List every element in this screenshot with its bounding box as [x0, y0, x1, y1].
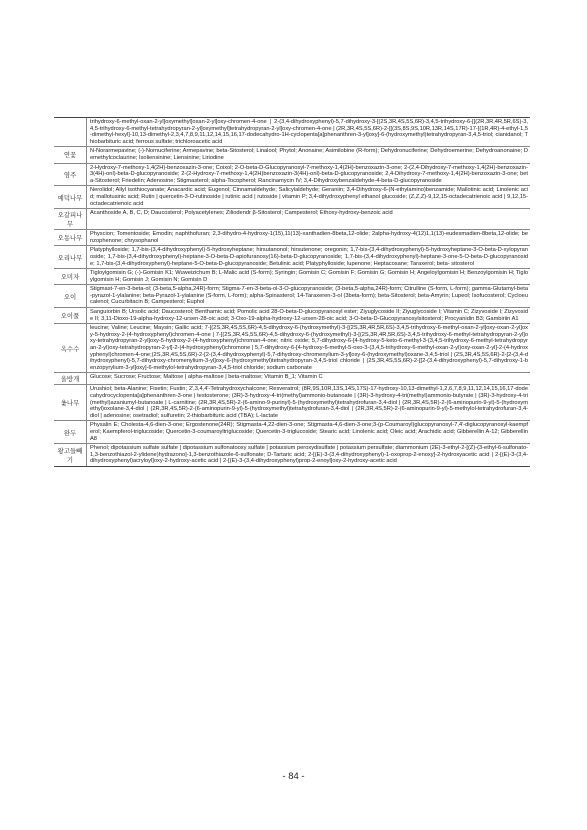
- compound-list: N-Norarmepavine; (-)-Nornuciferine; Armepavine; beta-Sitosterol; Linalool; Phytol; Anonaine; Asimilobine (R-form); Dehydronuciferine; Dehydroemerine; Dehydroanonaine; Demethylcoclaurine; Isoliensinine; Liensinine; Liriodine: [86, 147, 530, 162]
- plant-name: [54, 118, 86, 146]
- table-row: [54, 324, 530, 373]
- page-number: - 84 -: [282, 771, 305, 782]
- plant-name: 예덕나무: [57, 193, 83, 202]
- table-row: [54, 444, 530, 466]
- table-row: [54, 209, 530, 230]
- compound-list: Stigmast-7-en-3-beta-ol; (3-beta,5-alpha,24R)-form; Stigma-7-en-3-beta-ol-3-O-glucopyranoside; (3-beta,5-alpha,24R)-form; Citrulline (S-form, L-form); gamma-Glutamyl-beta-pyrazol-1-ylalanine; beta-Pyrazol-1-ylalanine (S-form, L-form); alpha-Spinasterol; 14-Taraxeren-3-ol (3beta-form); beta-Sitosterol; beta-Amyrin; Lupeol; Isofucosterol; Cycloeucalenol; Cucurbitacin B; Campesterol; Euphol: [86, 285, 530, 307]
- plant-name: 오동나무: [57, 234, 83, 243]
- table-row: [54, 373, 530, 385]
- table-row: [54, 164, 530, 187]
- plant-name: 오리나무: [57, 253, 83, 262]
- table-row: [54, 230, 530, 246]
- plant-name: 오미자: [60, 273, 80, 282]
- table-row: [54, 308, 530, 324]
- plant-name: 염주: [63, 170, 77, 179]
- compound-list: Platyphylloside; 1,7-bis-(3,4-dihydroxyphenyl)-5-hydroxyheptane; hirsutanonol; hirsutenone; oregonin; 1,7-bis-(3,4-dihydroxyphenyl)-5-hydroxyheptane-3-O-beta-D-xylopyranoside; 1,7-bis-(3,4-dihydroxyphenyl)-heptane-3-O-beta-D-apiofuranosy(16)-beta-D-glucopyranoside; 1,7-bis-(3,4-dihydroxyphenyl)-heptane-3-one-5-O-beta-D-glucopyranoside; 1,7-bis-(3,4-dihydroxyphenyl)-heptane-5-O-beta-D-glucopyranoside; Betulinic acid; Platyphylloside; lupenone; Heptacosane; Taraxerol; beta- sitosterol: [86, 246, 530, 268]
- plant-name: 옻나무: [60, 399, 80, 408]
- compound-list: Nerolidol; Allyl isothiocyanate; Anacardic acid; Eugenol; Cinnamaldehyde; Salicylaldehyde; Geraniin; 3,4-Dihydroxy-6-(N-ethylamino)benzamide; Mallotinic acid; Linolenic acid; mallotusinic acid; Rutin | quercetin-3-O-rutinoside | rutinic acid | rutoside | vitamin P; 3,4-dihydroxyphenyl ethanol glucoside; (Z,Z,Z)-9,12,15-octadecatrienoic acid | 9,12,15-octadecatrienoic acid: [86, 186, 530, 208]
- compound-list: Physcion; Tomentoside; Emodin; naphthofuran; 2,3-dihydro-4-hydroxy-1(15),11(13)-xanthadien-8beta,12-olide; 2alpha-hydroxy-4(12)1,1(13)-eudesmadien-8beta,12-olide; benzophenone; chrysophanol: [86, 230, 530, 245]
- compound-list: Urushiol; beta-Alanine; Fisetin; Fustin; 2',3,4,4'-Tetrahydroxychalcone; Resveratrol; (8R,9S,10R,13S,14S,17S)-17-hydroxy-10,13-dimethyl-1,2,6,7,8,9,11,12,14,15,16,17-dodecahydrocyclopenta[a]phenanthren-3-one | testosterone; (3R)-3-hydroxy-4-tri(methyl)ammonio-butanoate | (3R)-3-hydroxy-4-tri(methyl)ammonio-butyrate | (3R)-3-hydroxy-4-tri(methyl)azaniumyl-butanoate | L-carnitine; (2R,3R,4S,5R)-2-(6-amino-9-purinyl)-5-(hydroxymethyl)tetrahydrofuran-3,4-diol | (2R,3R,4S,5R)-2-(6-aminopurin-9-yl)-5-(hydroxymethyl)oxolane-3,4-diol | (2R,3R,4S,5R)-2-(6-aminopurin-9-yl)-5-(hydroxymethyl)tetrahydrofuran-3,4-diol | (2R,3R,4S,5R)-2-(6-aminopurin-9-yl)-5-methylol-tetrahydrofuran-3,4-diol | adenosine; osetradiol; sulfuretin; 2-thiobarbituric acid (TBA); L-lactate: [86, 385, 530, 420]
- compound-table: [54, 117, 530, 467]
- compound-list: Glucose; Sucrose; Fructose; Maltose | alpha-maltose | beta-maltose; Vitamin B_1; Vitamin C: [86, 373, 530, 384]
- table-row: [54, 285, 530, 308]
- plant-name: 오갈피나무: [57, 211, 83, 229]
- table-row: [54, 269, 530, 285]
- compound-list: 2-Hydroxy-7-methoxy-1,4(2H)-benzoxazin-3-one; Coixol; 2-O-beta-D-Glucopyranosyl-7-methoxy-1,4(2H)-benzoxazin-3-one; 2-(2,4-Dihydroxy-7-methoxy-1,4(2H)-benzoxazin-3(4H)-onl)-beta-D-glucopyranoside; 2-(2-Hydroxy-7-methoxy-1,4(2H)benzoxazin-3(4H)-onl)-beta-D-glucopyranoside; 2,4-Dihydroxy-7-methoxy-1,4(2H)-benzoxazin-3-one; beta-Sitosterol; Friedelin; Adenosine; Stigmasterol; alpha-Tocopherol; Rancinamycin IV; 3,4-Dihydroxybenzaldehyde-4-beta-D-glucopyranoside: [86, 164, 530, 186]
- compound-list: Physalin E; Cholesta-4,6-dien-3-one; Ergostenone(24R); Stigmasta-4,22-dien-3-one; Stigmasta-4,6-dien-3-one;3-(p-Coumaroyl)glucopyranosyl-7,4'-diglucopyranosyl-kaempferol; Kaempferol-triglucoside; Quercetin-3-coumaroyltriglucoside; Quercetin-3-triglucoside; Stearic acid; Linolenic acid; Oleic acid; Arachidic acid; Gibberellin A-12; Gibberellin A8: [86, 421, 530, 443]
- compound-list: trihydroxy-6-methyl-oxan-2-yl]oxymethyl]oxan-2-yl]oxy-chromen-4-one | 2-(3,4-dihydroxyphenyl)-5,7-dihydroxy-3-[(2S,3R,4S,5S,6R)-3,4,5-trihydroxy-6-[[(2R,3R,4R,5R,6S)-3,4,5-trihydroxy-6-methyl-tetrahydropyran-2-yl]oxymethyl]tetrahydropyran-2-yl]oxy-chromen-4-one | (2R,3R,4S,5S,6R)-2-[[(3S,8S,9S,10R,13R,14S,17R)-17-[(1R,4R)-4-ethyl-1,5-dimethyl-hexyl]-10,13-dimethyl-2,3,4,7,8,9,11,12,14,15,16,17-dodecahydro-1H-cyclopenta[a]phenanthren-3-yl]oxy]-6-(hydroxymethyl)tetrahydropyran-3,4,5-triol; cianidanol; Thiobarbituric acid; ferrous sulfate; trichloroacetic acid: [86, 118, 530, 146]
- table-row: [54, 147, 530, 163]
- table-row: [54, 186, 530, 209]
- compound-list: leucine; Valine; Leucine; Maysin; Gallic acid; 7-[(2S,3R,4S,5S,6R)-4,5-dihydroxy-6-(hydroxymethyl)-3-[(2S,3R,4R,5R,6S)-3,4,5-trihydroxy-6-methyl-oxan-2-yl]oxy-oxan-2-yl]oxy-5-hydroxy-2-(4-hydroxyphenyl)chromen-4-one | 7-[(2S,3R,4S,5S,6R)-4,5-dihydroxy-6-(hydroxymethyl)-3-[(2S,3R,4R,5R,6S)-3,4,5-trihydroxy-6-methyl-tetrahydropyran-2-yl]oxy-tetrahydropyran-2-yl]oxy-5-hydroxy-2-(4-hydroxyphenyl)chroman-4-one; nitric oxide; 5,7-dihydroxy-6-[4-hydroxy-5-keto-6-methyl-3-(3,4,5-trihydroxy-6-methyl-tetrahydropyran-2-yl)oxy-tetrahydropyran-2-yl]-2-(4-hydroxyphenyl)chromone | 5,7-dihydroxy-6-[4-hydroxy-6-methyl-5-oxo-3-(3,4,5-trihydroxy-6-methyl-oxan-2-yl)oxy-oxan-2-yl]-2-(4-hydroxyphenyl)chromen-4-one;(2S,3R,4S,5S,6R)-2-[2-(3,4-dihydroxyphenyl)-5,7-dihydroxy-chromenylium-3-yl]oxy-6-(hydroxymethyl)oxane-3,4,5-triol | (2S,3R,4S,5S,6R)-2-[2-(3,4-dihydroxyphenyl)-5,7-dihydroxy-chromenylium-3-yl]oxy-6-(hydroxymethyl)tetrahydropyran-3,4,5-triol chloride | (2S,3R,4S,5S,6R)-2-[[2-(3,4-dihydroxyphenyl)-5,7-dihydroxy-1-benzopyrylium-3-yl]oxy]-6-methylol-tetrahydropyran-3,4,5-triol chloride; sodium carbonate: [86, 324, 530, 372]
- table-row: [54, 118, 530, 147]
- plant-name: 왕고들빼기: [57, 447, 83, 465]
- table-row: [54, 421, 530, 444]
- compound-list: Sanguiorbin B; Ursolic acid; Daucosterol; Benthamic acid; Pomolic acid 28-O-beta-D-glucopyranosyl ester; Ziyuglycoside II; Ziyuglycoside I; Vitamin C; Zizyvoside I; Zizyvoside II; 3,11-Dioxo-19-alpha-hydroxy-12-ursen-28-oic acid; 3-Oxo-19-alpha-hydroxy-12-ursen-28-oic acid; 3-O-beta-D-Glucopyranosylsitosterol; Procyanidin B3; Gambiriin A1: [86, 308, 530, 323]
- plant-name: 완두: [63, 428, 77, 437]
- compound-list: Acanthoside A, B, C, D; Daucosterol; Polyacetylenes; Ziliodendr β-Sitosterol; Campesterol; Ethoxy-hydroxy-benzoic acid: [86, 209, 530, 229]
- plant-name: 오이: [63, 292, 77, 301]
- plant-name: 올방개: [60, 375, 80, 384]
- plant-name: 연꽃: [63, 151, 77, 160]
- plant-name: 오이풀: [60, 312, 80, 321]
- compound-list: Phenol; dipotassium sulfate sulfate | dipotassium sulfonatooxy sulfate | potassium peroxydisulfate | potassium persulfate; diammonium (2E)-3-ethyl-2-[(Z)-(3-ethyl-6-sulfonato-1,3-benzothiazol-2-ylidene)hydrazono]-1,3-benzothiazole-6-sulfonate; D-Tartaric acid; 2-[(E)-3-(3,4-dihydroxyphenyl)-1-oxoprop-2-enoxy]-2-hydroxyacetic acid | 2-[(E)-3-(3,4-dihydroxyphenyl)acryloyl]oxy-2-hydroxy-acetic acid | 2-[(E)-3-(3,4-dihydroxyphenyl)prop-2-enoyl]oxy-2-hydroxy-acetic acid: [86, 444, 530, 466]
- compound-list: Tigloylgomisin G; (-)-Gomisin K1; Wuweizichum B; L-Malic acid (S-form); Syringin; Gomisin C; Gomisin F; Gomisin G; Gomisin H; Angeloylgomisin H; Benzoylgomisin H; Tigloylgomisin H; Gomisin J; Gomisin N; Gomisin D: [86, 269, 530, 284]
- table-row: [54, 246, 530, 269]
- table-row: [54, 385, 530, 421]
- plant-name: 옥수수: [60, 344, 80, 353]
